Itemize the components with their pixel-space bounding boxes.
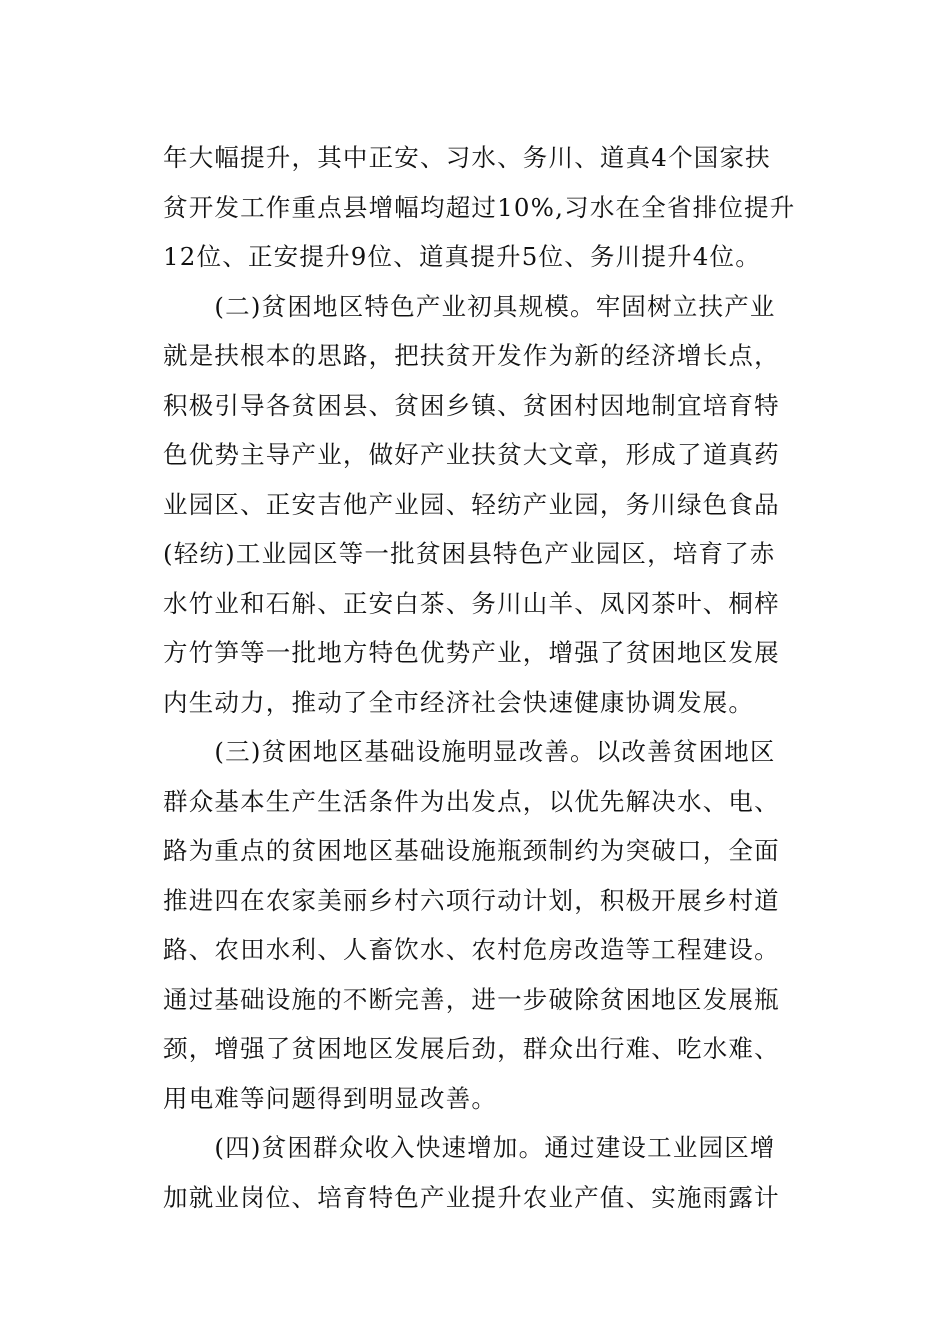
text-line: 颈，增强了贫困地区发展后劲，群众出行难、吃水难、 <box>163 1034 780 1063</box>
text-line: 用电难等问题得到明显改善。 <box>163 1083 498 1113</box>
text-line: (二)贫困地区特色产业初具规模。牢固树立扶产业 <box>163 291 776 321</box>
text-line: 就是扶根本的思路，把扶贫开发作为新的经济增长点， <box>163 341 780 370</box>
text-line: 年大幅提升，其中正安、习水、务川、道真4个国家扶 <box>163 143 771 172</box>
text-line: 内生动力，推动了全市经济社会快速健康协调发展。 <box>163 687 755 717</box>
text-line: (轻纺)工业园区等一批贫困县特色产业园区，培育了赤 <box>163 539 776 568</box>
text-line: 路为重点的贫困地区基础设施瓶颈制约为突破口，全面 <box>163 836 780 865</box>
text-line: 色优势主导产业，做好产业扶贫大文章，形成了道真药 <box>163 440 780 469</box>
text-line: (四)贫困群众收入快速增加。通过建设工业园区增 <box>163 1133 776 1162</box>
text-line: 方竹笋等一批地方特色优势产业，增强了贫困地区发展 <box>163 638 780 667</box>
text-line: 加就业岗位、培育特色产业提升农业产值、实施雨露计 <box>163 1182 780 1212</box>
text-line: 12位、正安提升9位、道真提升5位、务川提升4位。 <box>163 242 761 271</box>
text-line: (三)贫困地区基础设施明显改善。以改善贫困地区 <box>163 737 776 766</box>
text-line: 业园区、正安吉他产业园、轻纺产业园，务川绿色食品 <box>163 489 780 519</box>
body-text <box>163 133 803 1222</box>
text-line: 积极引导各贫困县、贫困乡镇、贫困村因地制宜培育特 <box>163 390 780 420</box>
text-line: 推进四在农家美丽乡村六项行动计划，积极开展乡村道 <box>163 885 780 915</box>
text-line: 路、农田水利、人畜饮水、农村危房改造等工程建设。 <box>163 935 780 964</box>
text-line: 水竹业和石斛、正安白茶、务川山羊、凤冈茶叶、桐梓 <box>163 588 780 618</box>
text-line: 群众基本生产生活条件为出发点，以优先解决水、电、 <box>163 786 780 816</box>
text-line: 贫开发工作重点县增幅均超过10%,习水在全省排位提升 <box>163 192 796 222</box>
text-line: 通过基础设施的不断完善，进一步破除贫困地区发展瓶 <box>163 984 780 1014</box>
